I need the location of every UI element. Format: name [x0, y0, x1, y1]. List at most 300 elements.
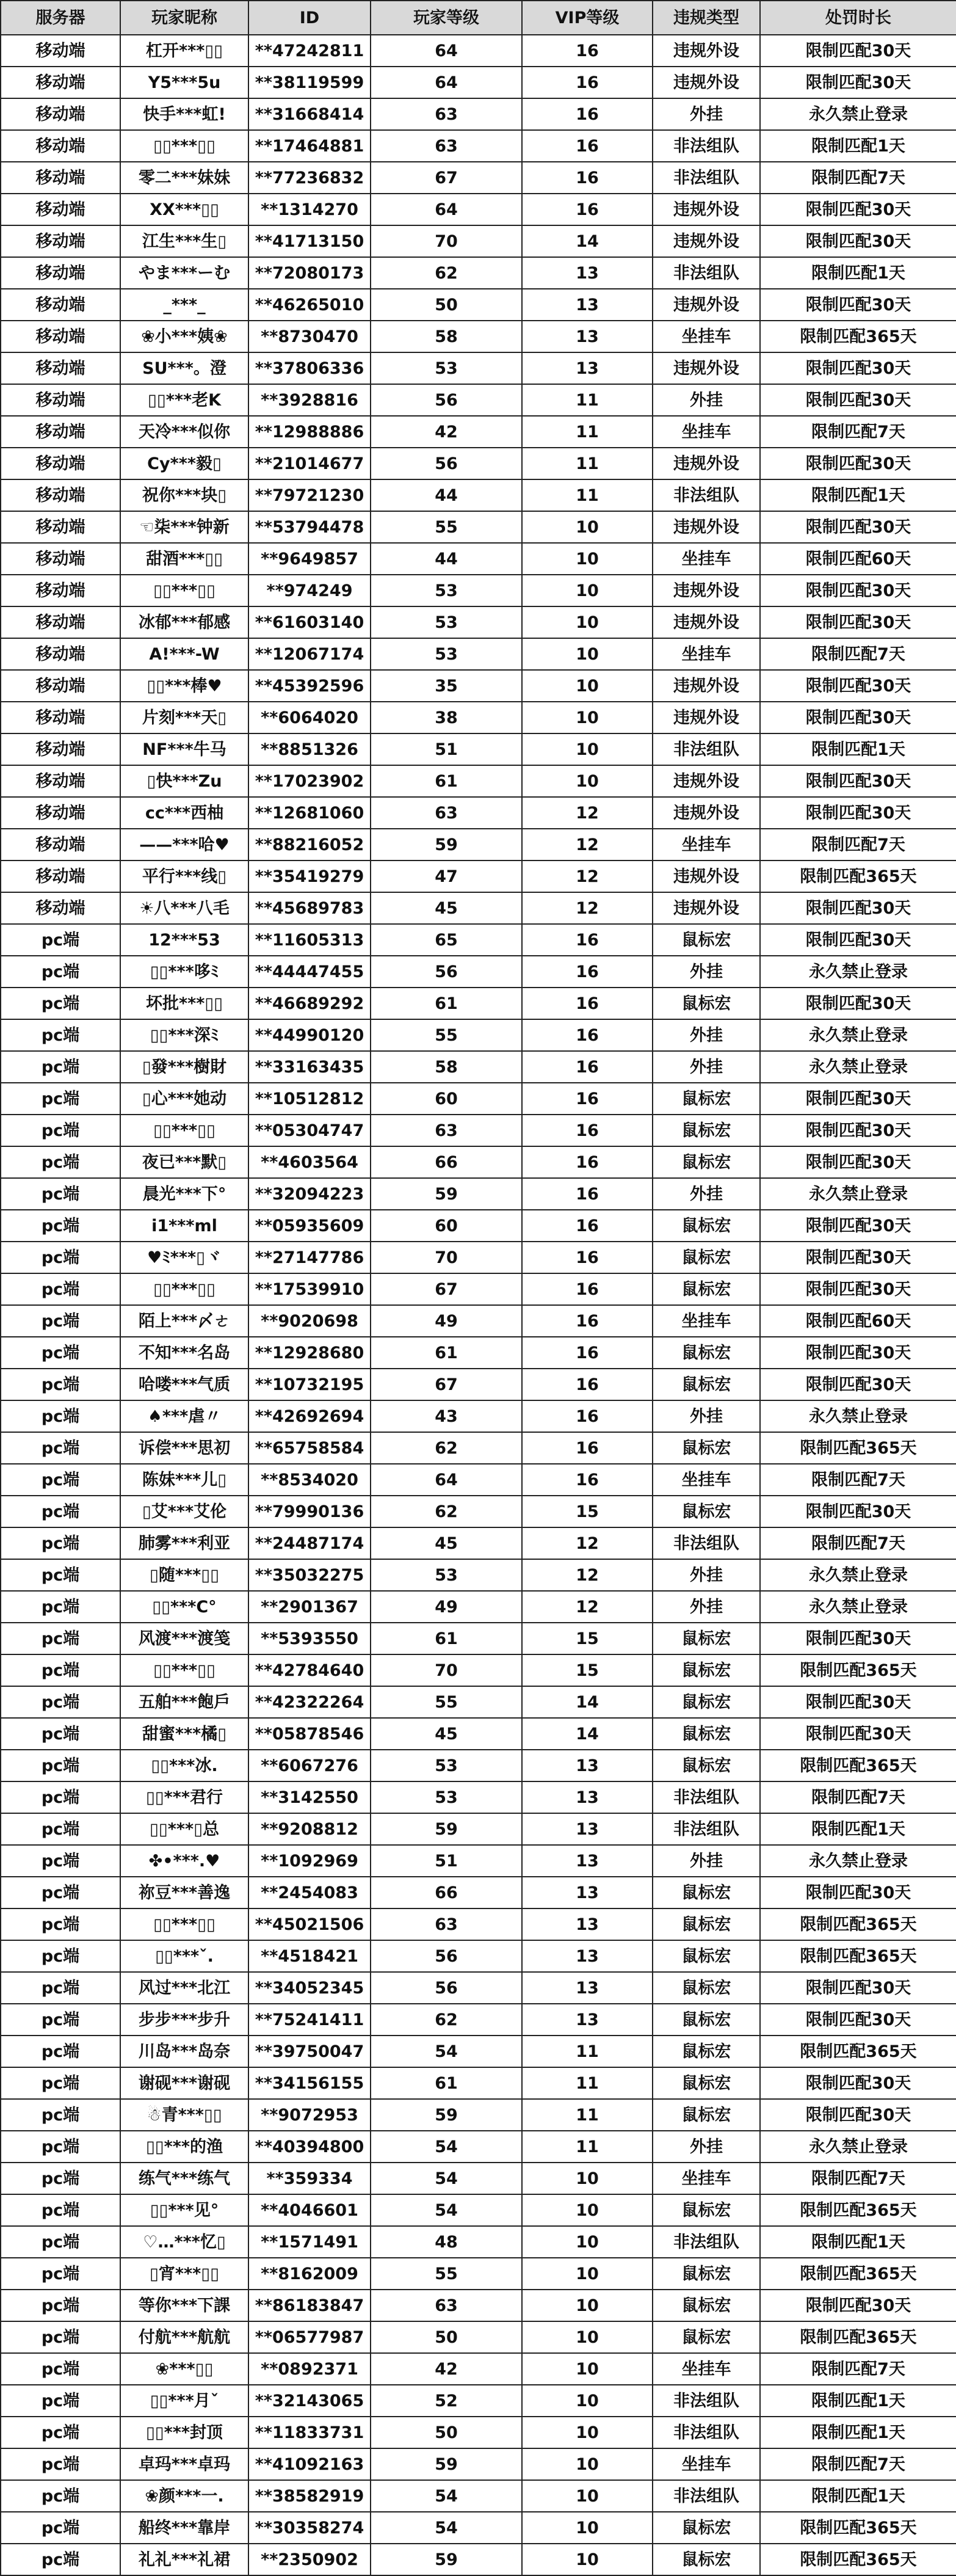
cell-violation-type: 违规外设	[653, 511, 760, 543]
cell-violation-type: 外挂	[653, 1559, 760, 1591]
cell-penalty-duration: 限制匹配1天	[760, 2226, 956, 2258]
cell-penalty-duration: 限制匹配1天	[760, 130, 956, 162]
cell-vip-level: 16	[522, 130, 653, 162]
cell-violation-type: 鼠标宏	[653, 1083, 760, 1115]
cell-id: **8730470	[248, 321, 371, 352]
cell-id: **9649857	[248, 543, 371, 575]
cell-id: **21014677	[248, 448, 371, 479]
cell-id: **11605313	[248, 924, 371, 956]
table-row	[1, 1750, 956, 1781]
cell-id: **05878546	[248, 1718, 371, 1750]
cell-vip-level: 16	[522, 1400, 653, 1432]
cell-server: pc端	[1, 1115, 120, 1146]
cell-server: 移动端	[1, 829, 120, 860]
cell-penalty-duration: 限制匹配30天	[760, 2290, 956, 2321]
cell-server: pc端	[1, 2036, 120, 2067]
cell-server: 移动端	[1, 321, 120, 352]
cell-server: pc端	[1, 1718, 120, 1750]
cell-server: pc端	[1, 1940, 120, 1972]
cell-violation-type: 违规外设	[653, 352, 760, 384]
cell-violation-type: 鼠标宏	[653, 1369, 760, 1400]
cell-player-level: 49	[371, 1305, 522, 1337]
cell-server: pc端	[1, 2004, 120, 2036]
cell-penalty-duration: 永久禁止登录	[760, 956, 956, 988]
cell-penalty-duration: 限制匹配30天	[760, 1718, 956, 1750]
cell-id: **8162009	[248, 2258, 371, 2290]
cell-server: pc端	[1, 2194, 120, 2226]
cell-server: pc端	[1, 1623, 120, 1654]
cell-nickname: ▯▯***C°	[120, 1591, 248, 1623]
cell-server: pc端	[1, 1654, 120, 1686]
cell-player-level: 59	[371, 829, 522, 860]
cell-id: **32094223	[248, 1178, 371, 1210]
cell-violation-type: 外挂	[653, 2131, 760, 2163]
cell-server: pc端	[1, 1146, 120, 1178]
cell-server: 移动端	[1, 225, 120, 257]
cell-penalty-duration: 限制匹配30天	[760, 289, 956, 321]
cell-player-level: 63	[371, 797, 522, 829]
table-row	[1, 1178, 956, 1210]
cell-nickname: ❀颜***一.	[120, 2480, 248, 2512]
cell-violation-type: 非法组队	[653, 2480, 760, 2512]
cell-id: **6067276	[248, 1750, 371, 1781]
cell-vip-level: 12	[522, 860, 653, 892]
cell-penalty-duration: 限制匹配7天	[760, 1464, 956, 1496]
cell-id: **75241411	[248, 2004, 371, 2036]
cell-penalty-duration: 限制匹配365天	[760, 1750, 956, 1781]
cell-id: **53794478	[248, 511, 371, 543]
cell-vip-level: 10	[522, 2290, 653, 2321]
cell-penalty-duration: 限制匹配365天	[760, 1654, 956, 1686]
cell-vip-level: 11	[522, 2036, 653, 2067]
table-row	[1, 2226, 956, 2258]
cell-player-level: 50	[371, 2417, 522, 2448]
cell-player-level: 42	[371, 416, 522, 448]
cell-nickname: ♡…***忆▯	[120, 2226, 248, 2258]
cell-nickname: 甜酒***▯▯	[120, 543, 248, 575]
cell-penalty-duration: 限制匹配7天	[760, 638, 956, 670]
cell-violation-type: 鼠标宏	[653, 2512, 760, 2544]
cell-penalty-duration: 永久禁止登录	[760, 1559, 956, 1591]
cell-violation-type: 非法组队	[653, 2417, 760, 2448]
cell-server: 移动端	[1, 575, 120, 606]
table-row	[1, 162, 956, 194]
cell-vip-level: 10	[522, 733, 653, 765]
cell-server: 移动端	[1, 638, 120, 670]
cell-penalty-duration: 永久禁止登录	[760, 1051, 956, 1083]
cell-vip-level: 14	[522, 1686, 653, 1718]
cell-violation-type: 非法组队	[653, 257, 760, 289]
cell-player-level: 60	[371, 1210, 522, 1242]
cell-player-level: 56	[371, 448, 522, 479]
cell-vip-level: 16	[522, 924, 653, 956]
cell-violation-type: 鼠标宏	[653, 2290, 760, 2321]
cell-player-level: 60	[371, 1083, 522, 1115]
cell-penalty-duration: 限制匹配7天	[760, 1781, 956, 1813]
cell-nickname: 五舶***飽戶	[120, 1686, 248, 1718]
cell-violation-type: 非法组队	[653, 1781, 760, 1813]
table-row	[1, 2258, 956, 2290]
cell-nickname: NF***牛马	[120, 733, 248, 765]
table-row	[1, 416, 956, 448]
cell-penalty-duration: 限制匹配1天	[760, 1813, 956, 1845]
cell-server: 移动端	[1, 733, 120, 765]
table-row	[1, 130, 956, 162]
cell-id: **86183847	[248, 2290, 371, 2321]
cell-violation-type: 非法组队	[653, 1813, 760, 1845]
cell-id: **17464881	[248, 130, 371, 162]
cell-nickname: ▯▯***封顶	[120, 2417, 248, 2448]
cell-server: 移动端	[1, 606, 120, 638]
table-row	[1, 2544, 956, 2575]
cell-server: pc端	[1, 2448, 120, 2480]
cell-violation-type: 坐挂车	[653, 543, 760, 575]
cell-nickname: ☜柒***钟新	[120, 511, 248, 543]
cell-vip-level: 10	[522, 2480, 653, 2512]
cell-nickname: Y5***5u	[120, 67, 248, 98]
cell-server: pc端	[1, 2353, 120, 2385]
cell-server: pc端	[1, 1178, 120, 1210]
cell-vip-level: 10	[522, 2353, 653, 2385]
cell-server: 移动端	[1, 162, 120, 194]
cell-player-level: 59	[371, 2544, 522, 2575]
cell-player-level: 55	[371, 1019, 522, 1051]
cell-nickname: 晨光***下°	[120, 1178, 248, 1210]
cell-violation-type: 鼠标宏	[653, 1877, 760, 1908]
cell-server: 移动端	[1, 765, 120, 797]
cell-id: **41713150	[248, 225, 371, 257]
cell-server: pc端	[1, 1305, 120, 1337]
cell-server: pc端	[1, 2131, 120, 2163]
cell-player-level: 61	[371, 2067, 522, 2099]
cell-player-level: 53	[371, 638, 522, 670]
cell-server: 移动端	[1, 511, 120, 543]
table-row	[1, 1686, 956, 1718]
cell-server: pc端	[1, 1337, 120, 1369]
table-row	[1, 1083, 956, 1115]
cell-id: **9072953	[248, 2099, 371, 2131]
cell-vip-level: 10	[522, 2321, 653, 2353]
cell-id: **4603564	[248, 1146, 371, 1178]
cell-violation-type: 外挂	[653, 98, 760, 130]
table-row	[1, 67, 956, 98]
cell-violation-type: 鼠标宏	[653, 2099, 760, 2131]
cell-server: pc端	[1, 1527, 120, 1559]
cell-server: pc端	[1, 2480, 120, 2512]
cell-player-level: 54	[371, 2194, 522, 2226]
cell-penalty-duration: 限制匹配7天	[760, 1527, 956, 1559]
cell-violation-type: 坐挂车	[653, 638, 760, 670]
cell-id: **12067174	[248, 638, 371, 670]
table-row	[1, 2480, 956, 2512]
cell-player-level: 54	[371, 2512, 522, 2544]
table-row	[1, 35, 956, 67]
cell-server: pc端	[1, 1813, 120, 1845]
cell-vip-level: 10	[522, 575, 653, 606]
table-row	[1, 321, 956, 352]
cell-violation-type: 鼠标宏	[653, 2194, 760, 2226]
cell-penalty-duration: 限制匹配1天	[760, 733, 956, 765]
cell-violation-type: 鼠标宏	[653, 988, 760, 1019]
cell-penalty-duration: 限制匹配30天	[760, 1146, 956, 1178]
cell-violation-type: 非法组队	[653, 1527, 760, 1559]
cell-id: **12681060	[248, 797, 371, 829]
cell-nickname: 江生***生▯	[120, 225, 248, 257]
cell-vip-level: 16	[522, 67, 653, 98]
cell-nickname: 祢豆***善逸	[120, 1877, 248, 1908]
cell-vip-level: 10	[522, 702, 653, 733]
cell-player-level: 66	[371, 1877, 522, 1908]
cell-vip-level: 13	[522, 352, 653, 384]
cell-penalty-duration: 限制匹配30天	[760, 575, 956, 606]
table-row	[1, 670, 956, 702]
cell-nickname: SU***。澄	[120, 352, 248, 384]
cell-player-level: 70	[371, 1242, 522, 1273]
cell-vip-level: 11	[522, 2131, 653, 2163]
table-row	[1, 289, 956, 321]
cell-penalty-duration: 限制匹配30天	[760, 511, 956, 543]
cell-violation-type: 外挂	[653, 1019, 760, 1051]
table-row	[1, 2512, 956, 2544]
table-row	[1, 1813, 956, 1845]
cell-penalty-duration: 限制匹配30天	[760, 194, 956, 225]
cell-penalty-duration: 限制匹配365天	[760, 2194, 956, 2226]
cell-penalty-duration: 限制匹配30天	[760, 2099, 956, 2131]
cell-penalty-duration: 永久禁止登录	[760, 2131, 956, 2163]
cell-nickname: ▯宵***▯▯	[120, 2258, 248, 2290]
cell-violation-type: 坐挂车	[653, 416, 760, 448]
cell-nickname: 哈喽***气质	[120, 1369, 248, 1400]
cell-penalty-duration: 限制匹配365天	[760, 2512, 956, 2544]
table-row	[1, 1019, 956, 1051]
cell-vip-level: 11	[522, 416, 653, 448]
cell-vip-level: 12	[522, 829, 653, 860]
cell-id: **72080173	[248, 257, 371, 289]
cell-server: 移动端	[1, 289, 120, 321]
cell-nickname: ♠***虐〃	[120, 1400, 248, 1432]
cell-vip-level: 13	[522, 257, 653, 289]
cell-vip-level: 16	[522, 1369, 653, 1400]
cell-nickname: ❀***▯▯	[120, 2353, 248, 2385]
cell-violation-type: 坐挂车	[653, 2353, 760, 2385]
cell-violation-type: 鼠标宏	[653, 1654, 760, 1686]
cell-violation-type: 鼠标宏	[653, 2036, 760, 2067]
table-row	[1, 1432, 956, 1464]
cell-vip-level: 16	[522, 1083, 653, 1115]
cell-server: pc端	[1, 2385, 120, 2417]
cell-violation-type: 鼠标宏	[653, 1686, 760, 1718]
cell-server: 移动端	[1, 543, 120, 575]
table-row	[1, 1210, 956, 1242]
cell-violation-type: 外挂	[653, 1051, 760, 1083]
cell-server: pc端	[1, 1908, 120, 1940]
cell-id: **2901367	[248, 1591, 371, 1623]
cell-vip-level: 11	[522, 448, 653, 479]
cell-penalty-duration: 限制匹配30天	[760, 797, 956, 829]
cell-id: **34052345	[248, 1972, 371, 2004]
cell-player-level: 58	[371, 1051, 522, 1083]
cell-server: 移动端	[1, 892, 120, 924]
cell-violation-type: 违规外设	[653, 289, 760, 321]
cell-nickname: ▯▯***深ﾐ	[120, 1019, 248, 1051]
cell-nickname: ▯▯***月ˇ	[120, 2385, 248, 2417]
cell-id: **3928816	[248, 384, 371, 416]
cell-penalty-duration: 限制匹配365天	[760, 1908, 956, 1940]
cell-server: pc端	[1, 1972, 120, 2004]
cell-nickname: ▯随***▯▯	[120, 1559, 248, 1591]
cell-server: pc端	[1, 956, 120, 988]
cell-id: **8851326	[248, 733, 371, 765]
cell-player-level: 56	[371, 1972, 522, 2004]
cell-id: **88216052	[248, 829, 371, 860]
table-row	[1, 2036, 956, 2067]
cell-penalty-duration: 限制匹配365天	[760, 321, 956, 352]
cell-penalty-duration: 限制匹配30天	[760, 1623, 956, 1654]
cell-violation-type: 违规外设	[653, 194, 760, 225]
cell-nickname: ▯▯***ˇ.	[120, 1940, 248, 1972]
cell-id: **2350902	[248, 2544, 371, 2575]
cell-player-level: 67	[371, 1273, 522, 1305]
cell-server: pc端	[1, 2512, 120, 2544]
cell-player-level: 54	[371, 2131, 522, 2163]
cell-nickname: 陌上***〆ㄜ	[120, 1305, 248, 1337]
cell-id: **31668414	[248, 98, 371, 130]
cell-id: **8534020	[248, 1464, 371, 1496]
cell-violation-type: 鼠标宏	[653, 1750, 760, 1781]
cell-player-level: 65	[371, 924, 522, 956]
cell-server: pc端	[1, 1273, 120, 1305]
cell-server: 移动端	[1, 416, 120, 448]
cell-player-level: 53	[371, 575, 522, 606]
table-row	[1, 1591, 956, 1623]
cell-player-level: 70	[371, 225, 522, 257]
cell-vip-level: 16	[522, 35, 653, 67]
cell-player-level: 48	[371, 2226, 522, 2258]
cell-vip-level: 16	[522, 1337, 653, 1369]
cell-penalty-duration: 限制匹配30天	[760, 1273, 956, 1305]
cell-id: **45021506	[248, 1908, 371, 1940]
cell-vip-level: 13	[522, 1813, 653, 1845]
cell-violation-type: 非法组队	[653, 479, 760, 511]
cell-vip-level: 13	[522, 1781, 653, 1813]
cell-penalty-duration: 限制匹配30天	[760, 1210, 956, 1242]
cell-id: **42692694	[248, 1400, 371, 1432]
cell-violation-type: 外挂	[653, 956, 760, 988]
cell-penalty-duration: 限制匹配30天	[760, 1242, 956, 1273]
table-row	[1, 2163, 956, 2194]
cell-id: **42784640	[248, 1654, 371, 1686]
cell-penalty-duration: 限制匹配60天	[760, 543, 956, 575]
cell-id: **45689783	[248, 892, 371, 924]
cell-vip-level: 10	[522, 2258, 653, 2290]
cell-vip-level: 13	[522, 1877, 653, 1908]
cell-id: **46689292	[248, 988, 371, 1019]
cell-penalty-duration: 限制匹配365天	[760, 2258, 956, 2290]
cell-id: **45392596	[248, 670, 371, 702]
cell-vip-level: 10	[522, 2512, 653, 2544]
cell-id: **38582919	[248, 2480, 371, 2512]
cell-nickname: 坏批***▯▯	[120, 988, 248, 1019]
cell-id: **33163435	[248, 1051, 371, 1083]
cell-nickname: _***_	[120, 289, 248, 321]
cell-player-level: 67	[371, 162, 522, 194]
cell-nickname: 船终***靠岸	[120, 2512, 248, 2544]
cell-violation-type: 鼠标宏	[653, 1432, 760, 1464]
table-row	[1, 1877, 956, 1908]
cell-violation-type: 坐挂车	[653, 2448, 760, 2480]
cell-penalty-duration: 限制匹配30天	[760, 1877, 956, 1908]
cell-server: pc端	[1, 2163, 120, 2194]
cell-player-level: 44	[371, 543, 522, 575]
cell-player-level: 58	[371, 321, 522, 352]
cell-vip-level: 10	[522, 543, 653, 575]
cell-id: **34156155	[248, 2067, 371, 2099]
cell-nickname: 肺雾***利亚	[120, 1527, 248, 1559]
table-header-row	[1, 1, 956, 35]
table-row	[1, 1527, 956, 1559]
cell-player-level: 54	[371, 2480, 522, 2512]
cell-vip-level: 13	[522, 289, 653, 321]
table-row	[1, 384, 956, 416]
cell-penalty-duration: 永久禁止登录	[760, 98, 956, 130]
cell-server: pc端	[1, 1019, 120, 1051]
cell-nickname: 杠开***▯▯	[120, 35, 248, 67]
cell-server: 移动端	[1, 479, 120, 511]
cell-player-level: 63	[371, 2290, 522, 2321]
table-row	[1, 702, 956, 733]
cell-player-level: 59	[371, 1813, 522, 1845]
cell-nickname: 练气***练气	[120, 2163, 248, 2194]
cell-vip-level: 15	[522, 1654, 653, 1686]
cell-penalty-duration: 限制匹配1天	[760, 479, 956, 511]
cell-penalty-duration: 限制匹配30天	[760, 35, 956, 67]
cell-server: pc端	[1, 2067, 120, 2099]
cell-penalty-duration: 限制匹配1天	[760, 2385, 956, 2417]
header-vip-level: VIP等级	[522, 1, 653, 35]
table-row	[1, 1464, 956, 1496]
table-row	[1, 606, 956, 638]
cell-violation-type: 鼠标宏	[653, 1273, 760, 1305]
cell-nickname: ▯快***Zu	[120, 765, 248, 797]
cell-id: **3142550	[248, 1781, 371, 1813]
cell-vip-level: 11	[522, 479, 653, 511]
cell-id: **10512812	[248, 1083, 371, 1115]
table-row	[1, 1559, 956, 1591]
table-row	[1, 765, 956, 797]
cell-nickname: ▯▯***▯▯	[120, 1115, 248, 1146]
cell-id: **46265010	[248, 289, 371, 321]
table-row	[1, 2385, 956, 2417]
cell-violation-type: 违规外设	[653, 606, 760, 638]
table-row	[1, 956, 956, 988]
cell-violation-type: 鼠标宏	[653, 2004, 760, 2036]
cell-penalty-duration: 限制匹配7天	[760, 2353, 956, 2385]
table-row	[1, 1146, 956, 1178]
cell-player-level: 43	[371, 1400, 522, 1432]
cell-server: 移动端	[1, 384, 120, 416]
cell-id: **9020698	[248, 1305, 371, 1337]
cell-violation-type: 鼠标宏	[653, 1115, 760, 1146]
cell-vip-level: 16	[522, 162, 653, 194]
cell-nickname: 等你***下課	[120, 2290, 248, 2321]
cell-player-level: 50	[371, 2321, 522, 2353]
table-row	[1, 988, 956, 1019]
cell-nickname: ☃青***▯▯	[120, 2099, 248, 2131]
table-row	[1, 1242, 956, 1273]
cell-vip-level: 11	[522, 384, 653, 416]
cell-nickname: ✤•***.♥	[120, 1845, 248, 1877]
cell-penalty-duration: 限制匹配30天	[760, 702, 956, 733]
